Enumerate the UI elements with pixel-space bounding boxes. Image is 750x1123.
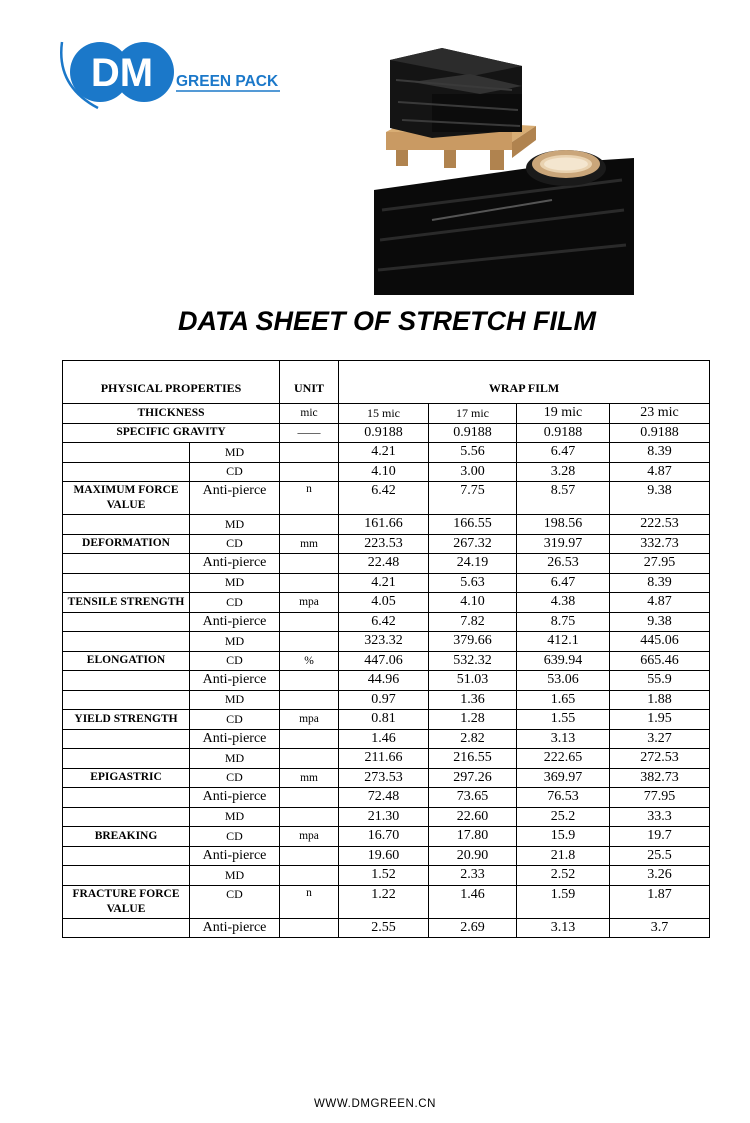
value-cell: 319.97	[517, 534, 610, 554]
value-cell: 267.32	[429, 534, 517, 554]
fracture-force-value-label	[63, 866, 190, 886]
value-cell: 24.19	[429, 554, 517, 574]
tensile-strength-row	[63, 573, 710, 593]
value-cell: 323.32	[339, 632, 429, 652]
dm-green-pack-logo	[58, 36, 298, 116]
direction-label: Anti-pierce	[190, 729, 280, 749]
brand-name: GREEN PACK	[176, 73, 279, 90]
stretch-film-photo	[372, 40, 634, 295]
specific-gravity-value: 0.9188	[610, 423, 710, 443]
value-cell: 2.69	[429, 918, 517, 938]
value-cell: 3.27	[610, 729, 710, 749]
breaking-unit	[280, 807, 339, 827]
fracture-force-value-unit: n	[280, 885, 339, 918]
value-cell: 25.5	[610, 846, 710, 866]
yield-strength-label: YIELD STRENGTH	[63, 710, 190, 730]
header-unit: UNIT	[280, 361, 339, 404]
yield-strength-row	[63, 729, 710, 749]
value-cell: 2.52	[517, 866, 610, 886]
value-cell: 382.73	[610, 768, 710, 788]
header-physical-properties: PHYSICAL PROPERTIES	[63, 361, 280, 404]
elongation-row	[63, 632, 710, 652]
epigastric-row	[63, 788, 710, 808]
direction-label: MD	[190, 690, 280, 710]
breaking-row	[63, 846, 710, 866]
direction-label: Anti-pierce	[190, 482, 280, 515]
direction-label: Anti-pierce	[190, 554, 280, 574]
value-cell: 223.53	[339, 534, 429, 554]
epigastric-row	[63, 749, 710, 769]
value-cell: 7.82	[429, 612, 517, 632]
elongation-unit	[280, 671, 339, 691]
film-roll-image	[374, 150, 634, 295]
value-cell: 6.42	[339, 482, 429, 515]
yield-strength-label	[63, 729, 190, 749]
value-cell: 3.28	[517, 462, 610, 482]
wrapped-boxes-image	[390, 48, 522, 138]
thickness-value: 17 mic	[429, 404, 517, 424]
value-cell: 5.56	[429, 443, 517, 463]
value-cell: 51.03	[429, 671, 517, 691]
value-cell: 161.66	[339, 515, 429, 535]
tensile-strength-row	[63, 593, 710, 613]
specific-gravity-value: 0.9188	[517, 423, 610, 443]
value-cell: 532.32	[429, 651, 517, 671]
value-cell: 44.96	[339, 671, 429, 691]
value-cell: 15.9	[517, 827, 610, 847]
fracture-force-value-row	[63, 866, 710, 886]
tensile-strength-unit	[280, 573, 339, 593]
value-cell: 2.82	[429, 729, 517, 749]
direction-label: CD	[190, 651, 280, 671]
breaking-label: BREAKING	[63, 827, 190, 847]
value-cell: 369.97	[517, 768, 610, 788]
direction-label: CD	[190, 768, 280, 788]
fracture-force-value-unit	[280, 918, 339, 938]
page-title: DATA SHEET OF STRETCH FILM	[178, 306, 596, 336]
maximum-force-value-unit: n	[280, 482, 339, 515]
direction-label: MD	[190, 807, 280, 827]
value-cell: 8.39	[610, 443, 710, 463]
elongation-label	[63, 671, 190, 691]
value-cell: 6.47	[517, 573, 610, 593]
value-cell: 1.55	[517, 710, 610, 730]
value-cell: 332.73	[610, 534, 710, 554]
direction-label: Anti-pierce	[190, 788, 280, 808]
value-cell: 21.8	[517, 846, 610, 866]
maximum-force-value-label	[63, 462, 190, 482]
elongation-row	[63, 671, 710, 691]
value-cell: 8.57	[517, 482, 610, 515]
direction-label: CD	[190, 462, 280, 482]
value-cell: 9.38	[610, 612, 710, 632]
elongation-label	[63, 632, 190, 652]
value-cell: 1.22	[339, 885, 429, 918]
fracture-force-value-row	[63, 918, 710, 938]
value-cell: 16.70	[339, 827, 429, 847]
direction-label: MD	[190, 866, 280, 886]
thickness-value: 15 mic	[339, 404, 429, 424]
epigastric-unit	[280, 788, 339, 808]
epigastric-row	[63, 768, 710, 788]
thickness-value: 19 mic	[517, 404, 610, 424]
value-cell: 639.94	[517, 651, 610, 671]
value-cell: 4.38	[517, 593, 610, 613]
value-cell: 1.36	[429, 690, 517, 710]
maximum-force-value-row	[63, 443, 710, 463]
yield-strength-unit	[280, 729, 339, 749]
value-cell: 26.53	[517, 554, 610, 574]
value-cell: 2.33	[429, 866, 517, 886]
value-cell: 216.55	[429, 749, 517, 769]
breaking-label	[63, 807, 190, 827]
value-cell: 7.75	[429, 482, 517, 515]
yield-strength-row	[63, 710, 710, 730]
value-cell: 3.00	[429, 462, 517, 482]
epigastric-label	[63, 788, 190, 808]
value-cell: 665.46	[610, 651, 710, 671]
value-cell: 8.75	[517, 612, 610, 632]
direction-label: CD	[190, 534, 280, 554]
direction-label: MD	[190, 749, 280, 769]
value-cell: 20.90	[429, 846, 517, 866]
value-cell: 4.05	[339, 593, 429, 613]
direction-label: CD	[190, 827, 280, 847]
tensile-strength-label: TENSILE STRENGTH	[63, 593, 190, 613]
maximum-force-value-row	[63, 462, 710, 482]
deformation-label	[63, 515, 190, 535]
header-wrap-film: WRAP FILM	[339, 361, 710, 404]
value-cell: 3.13	[517, 918, 610, 938]
maximum-force-value-unit	[280, 462, 339, 482]
thickness-row	[63, 404, 710, 424]
yield-strength-label	[63, 690, 190, 710]
breaking-row	[63, 827, 710, 847]
value-cell: 1.88	[610, 690, 710, 710]
direction-label: Anti-pierce	[190, 612, 280, 632]
specific-gravity-row	[63, 423, 710, 443]
value-cell: 0.81	[339, 710, 429, 730]
value-cell: 1.52	[339, 866, 429, 886]
value-cell: 76.53	[517, 788, 610, 808]
value-cell: 8.39	[610, 573, 710, 593]
value-cell: 55.9	[610, 671, 710, 691]
deformation-row	[63, 534, 710, 554]
value-cell: 4.87	[610, 462, 710, 482]
maximum-force-value-label	[63, 443, 190, 463]
deformation-row	[63, 554, 710, 574]
direction-label: CD	[190, 710, 280, 730]
specific-gravity-value: 0.9188	[339, 423, 429, 443]
tensile-strength-unit	[280, 612, 339, 632]
specific-gravity-unit: ——	[280, 423, 339, 443]
maximum-force-value-unit	[280, 443, 339, 463]
fracture-force-value-row	[63, 885, 710, 918]
value-cell: 3.26	[610, 866, 710, 886]
value-cell: 297.26	[429, 768, 517, 788]
value-cell: 27.95	[610, 554, 710, 574]
elongation-label: ELONGATION	[63, 651, 190, 671]
direction-label: CD	[190, 885, 280, 918]
table-header-row	[63, 361, 710, 404]
deformation-label	[63, 554, 190, 574]
value-cell: 9.38	[610, 482, 710, 515]
epigastric-unit: mm	[280, 768, 339, 788]
tensile-strength-unit: mpa	[280, 593, 339, 613]
value-cell: 25.2	[517, 807, 610, 827]
direction-label: MD	[190, 573, 280, 593]
maximum-force-value-label: MAXIMUM FORCE VALUE	[63, 482, 190, 515]
logo-letters: DM	[90, 51, 154, 95]
elongation-row	[63, 651, 710, 671]
yield-strength-unit	[280, 690, 339, 710]
value-cell: 198.56	[517, 515, 610, 535]
value-cell: 445.06	[610, 632, 710, 652]
value-cell: 77.95	[610, 788, 710, 808]
value-cell: 22.48	[339, 554, 429, 574]
deformation-unit: mm	[280, 534, 339, 554]
value-cell: 4.21	[339, 573, 429, 593]
value-cell: 4.10	[429, 593, 517, 613]
value-cell: 1.87	[610, 885, 710, 918]
value-cell: 1.59	[517, 885, 610, 918]
yield-strength-unit: mpa	[280, 710, 339, 730]
elongation-unit: %	[280, 651, 339, 671]
elongation-unit	[280, 632, 339, 652]
value-cell: 166.55	[429, 515, 517, 535]
specific-gravity-value: 0.9188	[429, 423, 517, 443]
value-cell: 3.13	[517, 729, 610, 749]
value-cell: 1.65	[517, 690, 610, 710]
value-cell: 22.60	[429, 807, 517, 827]
value-cell: 3.7	[610, 918, 710, 938]
tensile-strength-label	[63, 573, 190, 593]
fracture-force-value-unit	[280, 866, 339, 886]
value-cell: 5.63	[429, 573, 517, 593]
deformation-unit	[280, 554, 339, 574]
value-cell: 0.97	[339, 690, 429, 710]
direction-label: MD	[190, 632, 280, 652]
data-sheet-table	[62, 360, 710, 938]
value-cell: 2.55	[339, 918, 429, 938]
value-cell: 4.10	[339, 462, 429, 482]
value-cell: 4.21	[339, 443, 429, 463]
direction-label: Anti-pierce	[190, 846, 280, 866]
value-cell: 222.53	[610, 515, 710, 535]
thickness-label: THICKNESS	[63, 404, 280, 424]
value-cell: 272.53	[610, 749, 710, 769]
value-cell: 73.65	[429, 788, 517, 808]
value-cell: 1.46	[339, 729, 429, 749]
fracture-force-value-label	[63, 918, 190, 938]
direction-label: MD	[190, 443, 280, 463]
website-footer: WWW.DMGREEN.CN	[313, 1098, 437, 1110]
thickness-value: 23 mic	[610, 404, 710, 424]
breaking-unit	[280, 846, 339, 866]
value-cell: 19.7	[610, 827, 710, 847]
value-cell: 379.66	[429, 632, 517, 652]
value-cell: 1.28	[429, 710, 517, 730]
epigastric-unit	[280, 749, 339, 769]
value-cell: 72.48	[339, 788, 429, 808]
direction-label: MD	[190, 515, 280, 535]
fracture-force-value-label: FRACTURE FORCE VALUE	[63, 885, 190, 918]
thickness-unit: mic	[280, 404, 339, 424]
epigastric-label: EPIGASTRIC	[63, 768, 190, 788]
value-cell: 19.60	[339, 846, 429, 866]
value-cell: 222.65	[517, 749, 610, 769]
direction-label: Anti-pierce	[190, 671, 280, 691]
value-cell: 412.1	[517, 632, 610, 652]
value-cell: 6.47	[517, 443, 610, 463]
breaking-label	[63, 846, 190, 866]
value-cell: 447.06	[339, 651, 429, 671]
direction-label: CD	[190, 593, 280, 613]
deformation-label: DEFORMATION	[63, 534, 190, 554]
deformation-row	[63, 515, 710, 535]
value-cell: 1.95	[610, 710, 710, 730]
value-cell: 211.66	[339, 749, 429, 769]
value-cell: 53.06	[517, 671, 610, 691]
value-cell: 17.80	[429, 827, 517, 847]
direction-label: Anti-pierce	[190, 918, 280, 938]
value-cell: 21.30	[339, 807, 429, 827]
specific-gravity-label: SPECIFIC GRAVITY	[63, 423, 280, 443]
value-cell: 6.42	[339, 612, 429, 632]
deformation-unit	[280, 515, 339, 535]
maximum-force-value-row	[63, 482, 710, 515]
value-cell: 273.53	[339, 768, 429, 788]
yield-strength-row	[63, 690, 710, 710]
tensile-strength-label	[63, 612, 190, 632]
value-cell: 4.87	[610, 593, 710, 613]
epigastric-label	[63, 749, 190, 769]
value-cell: 1.46	[429, 885, 517, 918]
value-cell: 33.3	[610, 807, 710, 827]
breaking-unit: mpa	[280, 827, 339, 847]
tensile-strength-row	[63, 612, 710, 632]
breaking-row	[63, 807, 710, 827]
